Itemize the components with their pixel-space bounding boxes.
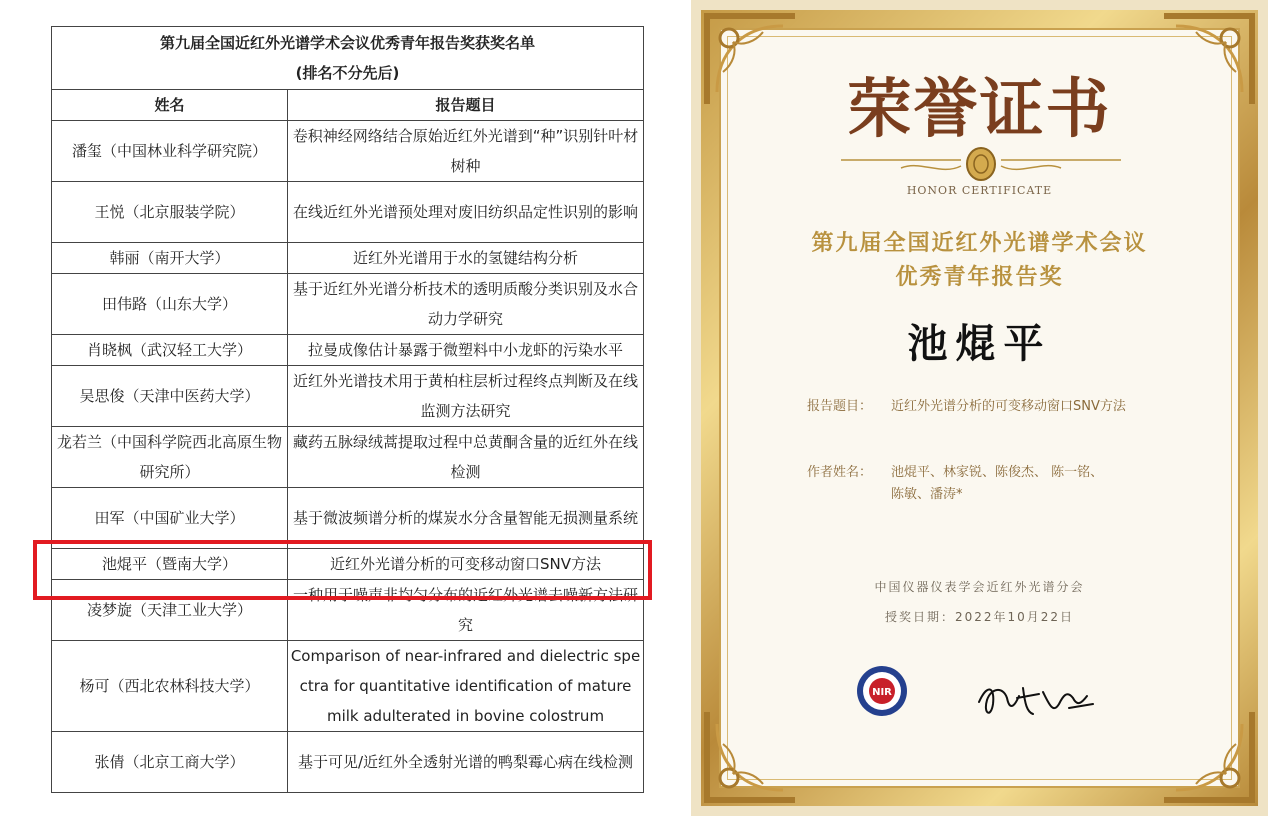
award-date [691, 608, 1268, 625]
winner-name: 王悦（北京服装学院） [52, 182, 288, 243]
table-row [52, 243, 644, 274]
honor-certificate [691, 0, 1268, 816]
table-title [52, 27, 644, 90]
topic-label: 报告题目： [807, 399, 873, 414]
winner-name: 吴思俊（天津中医药大学） [52, 366, 288, 427]
winner-name: 凌梦旋（天津工业大学） [52, 580, 288, 641]
table-title-line1: 第九届全国近红外光谱学术会议优秀青年报告奖获奖名单 [160, 34, 536, 52]
topic-value: 近红外光谱分析的可变移动窗口SNV方法 [891, 399, 1126, 414]
winner-name: 杨可（西北农林科技大学） [52, 641, 288, 732]
winner-name: 池焜平（暨南大学） [52, 549, 288, 580]
report-topic: 藏药五脉绿绒蒿提取过程中总黄酮含量的近红外在线检测 [288, 427, 644, 488]
issuer: 中国仪器仪表学会近红外光谱分会 [874, 580, 1085, 594]
award-list-table-panel [51, 26, 643, 793]
table-row [52, 274, 644, 335]
table-row [52, 641, 644, 732]
report-topic: 卷积神经网络结合原始近红外光谱到“种”识别针叶材树种 [288, 121, 644, 182]
report-topic: 近红外光谱用于水的氢键结构分析 [288, 243, 644, 274]
table-row [52, 427, 644, 488]
logo-lettering: NIR [872, 687, 892, 698]
table-row [52, 335, 644, 366]
award-list-table [51, 26, 644, 793]
table-title-line2: (排名不分先后) [295, 64, 400, 82]
table-row [52, 182, 644, 243]
handwritten-signature-icon [973, 674, 1103, 722]
report-topic: 基于可见/近红外全透射光谱的鸭梨霉心病在线检测 [288, 732, 644, 793]
winner-name: 潘玺（中国林业科学研究院） [52, 121, 288, 182]
report-topic: 在线近红外光谱预处理对废旧纺织品定性识别的影响 [288, 182, 644, 243]
report-topic: 基于近红外光谱分析技术的透明质酸分类识别及水合动力学研究 [288, 274, 644, 335]
red-highlight-box [33, 540, 652, 600]
column-header-topic: 报告题目 [288, 90, 644, 121]
table-row [52, 366, 644, 427]
winner-name: 田军（中国矿业大学） [52, 488, 288, 549]
column-header-name: 姓名 [52, 90, 288, 121]
winner-name: 田伟路（山东大学） [52, 274, 288, 335]
organization-logo-icon [855, 664, 909, 718]
award-date-value: 2022年10月22日 [954, 610, 1075, 624]
report-topic: 一种用于噪声非均匀分布的近红外光谱去噪新方法研究 [288, 580, 644, 641]
report-topic: 近红外光谱技术用于黄柏柱层析过程终点判断及在线监测方法研究 [288, 366, 644, 427]
winner-name: 肖晓枫（武汉轻工大学） [52, 335, 288, 366]
conference-name: 第九届全国近红外光谱学术会议 [811, 230, 1148, 256]
table-row [52, 732, 644, 793]
winner-name: 龙若兰（中国科学院西北高原生物研究所） [52, 427, 288, 488]
certificate-title: 荣誉证书 [847, 72, 1112, 147]
report-topic: 拉曼成像估计暴露于微塑料中小龙虾的污染水平 [288, 335, 644, 366]
winner-name: 韩丽（南开大学） [52, 243, 288, 274]
authors-line1: 池焜平、林家锐、陈俊杰、 陈一铭、 [891, 465, 1104, 480]
award-name: 优秀青年报告奖 [895, 264, 1064, 290]
title-divider-ornament-icon [841, 146, 1121, 186]
certificate-subtitle: HONOR CERTIFICATE [906, 184, 1053, 197]
table-row [52, 121, 644, 182]
recipient-name: 池焜平 [907, 320, 1052, 367]
award-date-label: 授奖日期： [884, 610, 955, 624]
report-topic: Comparison of near-infrared and dielectric spectra for quantitative identification of mature milk adulterated in bovine colostrum [288, 641, 644, 732]
authors-label: 作者姓名： [807, 465, 873, 480]
report-topic: 基于微波频谱分析的煤炭水分含量智能无损测量系统 [288, 488, 644, 549]
report-topic: 近红外光谱分析的可变移动窗口SNV方法 [288, 549, 644, 580]
authors-line2: 陈敏、潘涛* [891, 487, 963, 502]
winner-name: 张倩（北京工商大学） [52, 732, 288, 793]
